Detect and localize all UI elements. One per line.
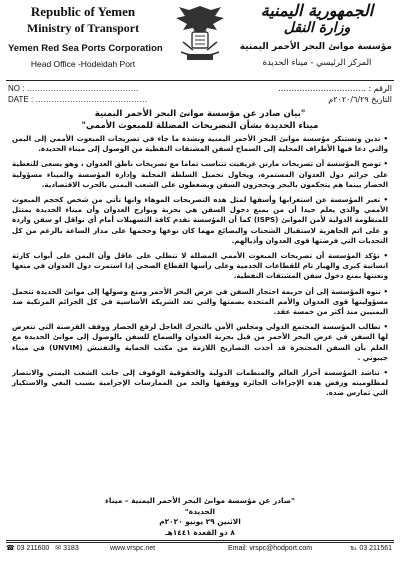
footer-fax [350,544,392,553]
paragraph-surprise: • تعبر المؤسسة عن استغرابها وأسفها لمثل هذه التصريحات الموهاء وانها تأتي من شخص كحجم المبعوث الأممي والذي يعلم جيدا أن من يمنع دخول السفن هي بحرية وبوارج العدوان وأن ميناء الحديدة يمتثل للمنظومة الدولية لأمن الموانئ (ISPS) كما أن المؤسسة تقدم كافة التسهيلات أمام أي نواقل او سفن واردة و على اتم الجاهزية لاستقبال الشحنات والبضائع مهما كان نوعها وحجمها على مدار الساعة بالرغم من كل التحديات التي فرضتها قوى العدوان وأذيالهم. [12,195,388,245]
office-en: Head Office -Hodeidah Port [30,59,136,69]
paragraph-condemn: • تدين وتستنكر مؤسسة موانئ البحر الأحمر اليمنية وبشدة ما جاء في تصريحات المبعوث الأممي إلى اليمن والتي دعا فيها الأطراف المحلية إلى السماح لسفن المشتقات النفطية من الوصول إلى ميناء الحديدة. [12,134,388,154]
footer-phone [6,544,79,553]
statement-title [30,108,370,132]
email-address[interactable]: Email: vrspc@hodport.com [228,545,313,552]
footer-divider [6,540,394,541]
corporation-ar: مؤسسة موانئ البحر الأحمر اليمنية [239,42,392,52]
country-en: Republic of Yemen [30,4,136,19]
arabic-letterhead [239,1,392,69]
signature-date-hijri: ٨ ذو القعدة ١٤٤١هـ [165,527,235,537]
date-field-ar: التاريخ ٢٠٢٠/٦/٢٩م [328,95,392,104]
number-field-ar: الرقم : …………………………… [277,84,392,93]
office-ar: المركز الرئيسي - ميناء الحديدة [262,58,372,68]
title-line-2: ميناء الحديدة بشأن التصريحات المضللة للمبعوث الأممي" [81,121,319,131]
date-field-en: DATE : …………………………………… [8,95,148,104]
website-link[interactable]: www.vrspc.net [110,545,156,552]
paragraph-confirm: • تؤكد المؤسسة أن تصريحات المبعوث الأممي المضللة لا تنطلي على عاقل وأن اليمن على أبواب كارثة انسانية كبرى والهيار تام للقطاعات الخدمية وعلى رأسها القطاع الصحي إذا استمرت دول العدوان في منعها وتعنتها بمنع دخول سفن المشتقات النفطية. [12,251,388,281]
paragraph-demand: • تطالب المؤسسة المجتمع الدولي ومجلس الأمن بالتحرك العاجل لرفع الحصار ووقف القرصنة التي تتعرض لها السفن في عرض البحر الأحمر من قبل بحرية العدوان والسماح للسفن بالوصول إلى موانئ الحديدة مع العلم بأن السفن المحتجزة قد أخذت التصاريح اللازمة من مكتب الحماية والتفتيش (UNVIM) في ميناء جيبوتي . [12,322,388,362]
yemen-emblem-icon [173,2,227,64]
paragraph-appeal: • تناشد المؤسسة أحرار العالم والمنظمات الدولية والحقوقية الوقوف إلى جانب الشعب اليمني والانتصار لمظلوميته ورفض هذه الإجراءات الجائرة ووقفها والحد من الممارسات الإجرامية بسبب البغي والاستكبار التي تمارس ضده. [12,368,388,398]
footer-email [228,544,312,553]
signature-block [100,496,300,538]
footer-divider-secondary [6,542,394,543]
fax-icon: ℡ [349,545,358,552]
english-letterhead [8,4,163,70]
po-box: 3183 [63,545,79,552]
country-ar: الجمهورية اليمنية [260,1,374,20]
title-line-1: "بيان صادر عن مؤسسة موانئ البحر الأحمر اليمنية [94,109,306,119]
ministry-ar: وزارة النقل [283,20,351,36]
header-divider [6,80,394,81]
signature-date-gregorian: الاثنين ٢٩ يونيو ٢٠٢٠م [159,517,241,526]
phone-number: 03 211600 [16,545,50,552]
signature-issuer: "صادر عن مؤسسة موانئ البحر الأحمر اليمنية – ميناء الحديدة" [105,496,295,516]
fax-number: 03 211561 [359,545,392,552]
paragraph-clarify: • توضح المؤسسة أن تصريحات مارتن غريفيث تتناسب تماما مع تصريحات ناطق العدوان ، وهو يسعى للتغطية على جرائم دول العدوان المستمرة، ويحاول تحميل السلطة المحلية وإدارة المؤسسة والميناء مسؤولية الحصار بينما هم يتحكمون بالبحر ويحجزون السفن ويضغطون على الشعب اليمني بالحرب الاقتصادية. [12,159,388,189]
statement-body [12,134,388,404]
mailbox-icon: ✉ [55,545,62,552]
paragraph-note: • تنوه المؤسسة إلى أن جريمة احتجاز السفن في عرض البحر الأحمر ومنع وصولها إلى موانئ الحديدة تتحمل مسؤوليتها قوى العدوان والأمم المتحدة بصمتها والتي تعد الشريكة الأساسية في كل الجرائم المرتكبة ضد اليمنيين منذ أكثر من خمسة عقد. [12,286,388,317]
ministry-en: Ministry of Transport [26,21,140,35]
number-field-en: NO : …………………………………… [8,84,139,93]
corporation-en: Yemen Red Sea Ports Corporation [8,43,163,54]
footer-web [110,544,155,553]
phone-icon: ☎ [6,545,15,552]
